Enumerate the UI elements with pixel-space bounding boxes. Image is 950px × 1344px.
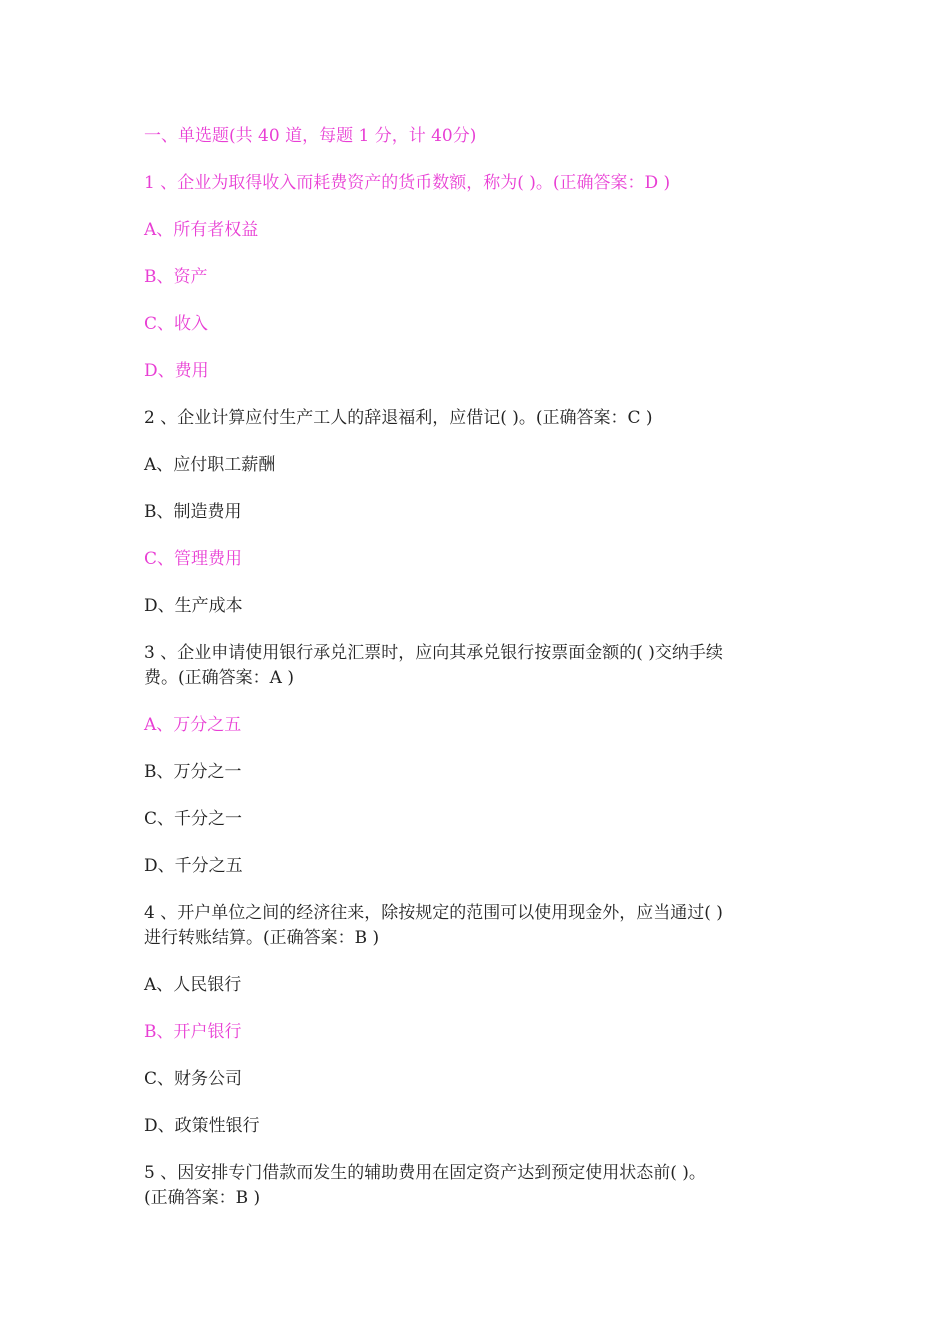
- question-4-option-d: D、政策性银行: [144, 1116, 260, 1136]
- question-1-option-d: D、费用: [144, 361, 209, 381]
- question-3-stem-line-2: 费。(正确答案：A ): [144, 668, 294, 688]
- question-3-stem: [144, 641, 814, 691]
- question-5-stem: [144, 1161, 814, 1211]
- question-3-option-c: C、千分之一: [144, 809, 243, 829]
- question-5-stem-line-2: (正确答案：B ): [144, 1188, 261, 1208]
- question-5-stem-line-1: 5 、因安排专门借款而发生的辅助费用在固定资产达到预定使用状态前( )。: [144, 1163, 706, 1183]
- question-4-option-a: A、人民银行: [144, 975, 242, 995]
- question-4-stem-line-1: 4 、开户单位之间的经济往来，除按规定的范围可以使用现金外，应当通过( ): [144, 903, 723, 923]
- question-3-option-a: A、万分之五: [144, 715, 242, 735]
- question-1-stem: 1 、企业为取得收入而耗费资产的货币数额，称为( )。(正确答案：D ): [144, 173, 671, 193]
- question-1-option-c: C、收入: [144, 314, 209, 334]
- document-page: [144, 124, 814, 1233]
- question-4-stem-line-2: 进行转账结算。(正确答案：B ): [144, 928, 380, 948]
- question-4-stem: [144, 901, 814, 951]
- question-4-option-b: B、开户银行: [144, 1022, 242, 1042]
- question-2-option-a: A、应付职工薪酬: [144, 455, 276, 475]
- question-1-option-b: B、资产: [144, 267, 208, 287]
- section-heading: 一、单选题(共 40 道，每题 1 分，计 40分): [144, 126, 477, 146]
- question-1-option-a: A、所有者权益: [144, 220, 259, 240]
- question-2-option-d: D、生产成本: [144, 596, 243, 616]
- question-2-stem: 2 、企业计算应付生产工人的辞退福利，应借记( )。(正确答案：C ): [144, 408, 653, 428]
- question-4-option-c: C、财务公司: [144, 1069, 243, 1089]
- question-2-option-c: C、管理费用: [144, 549, 243, 569]
- question-3-stem-line-1: 3 、企业申请使用银行承兑汇票时，应向其承兑银行按票面金额的( )交纳手续: [144, 643, 723, 663]
- question-3-option-b: B、万分之一: [144, 762, 242, 782]
- question-3-option-d: D、千分之五: [144, 856, 243, 876]
- question-2-option-b: B、制造费用: [144, 502, 242, 522]
